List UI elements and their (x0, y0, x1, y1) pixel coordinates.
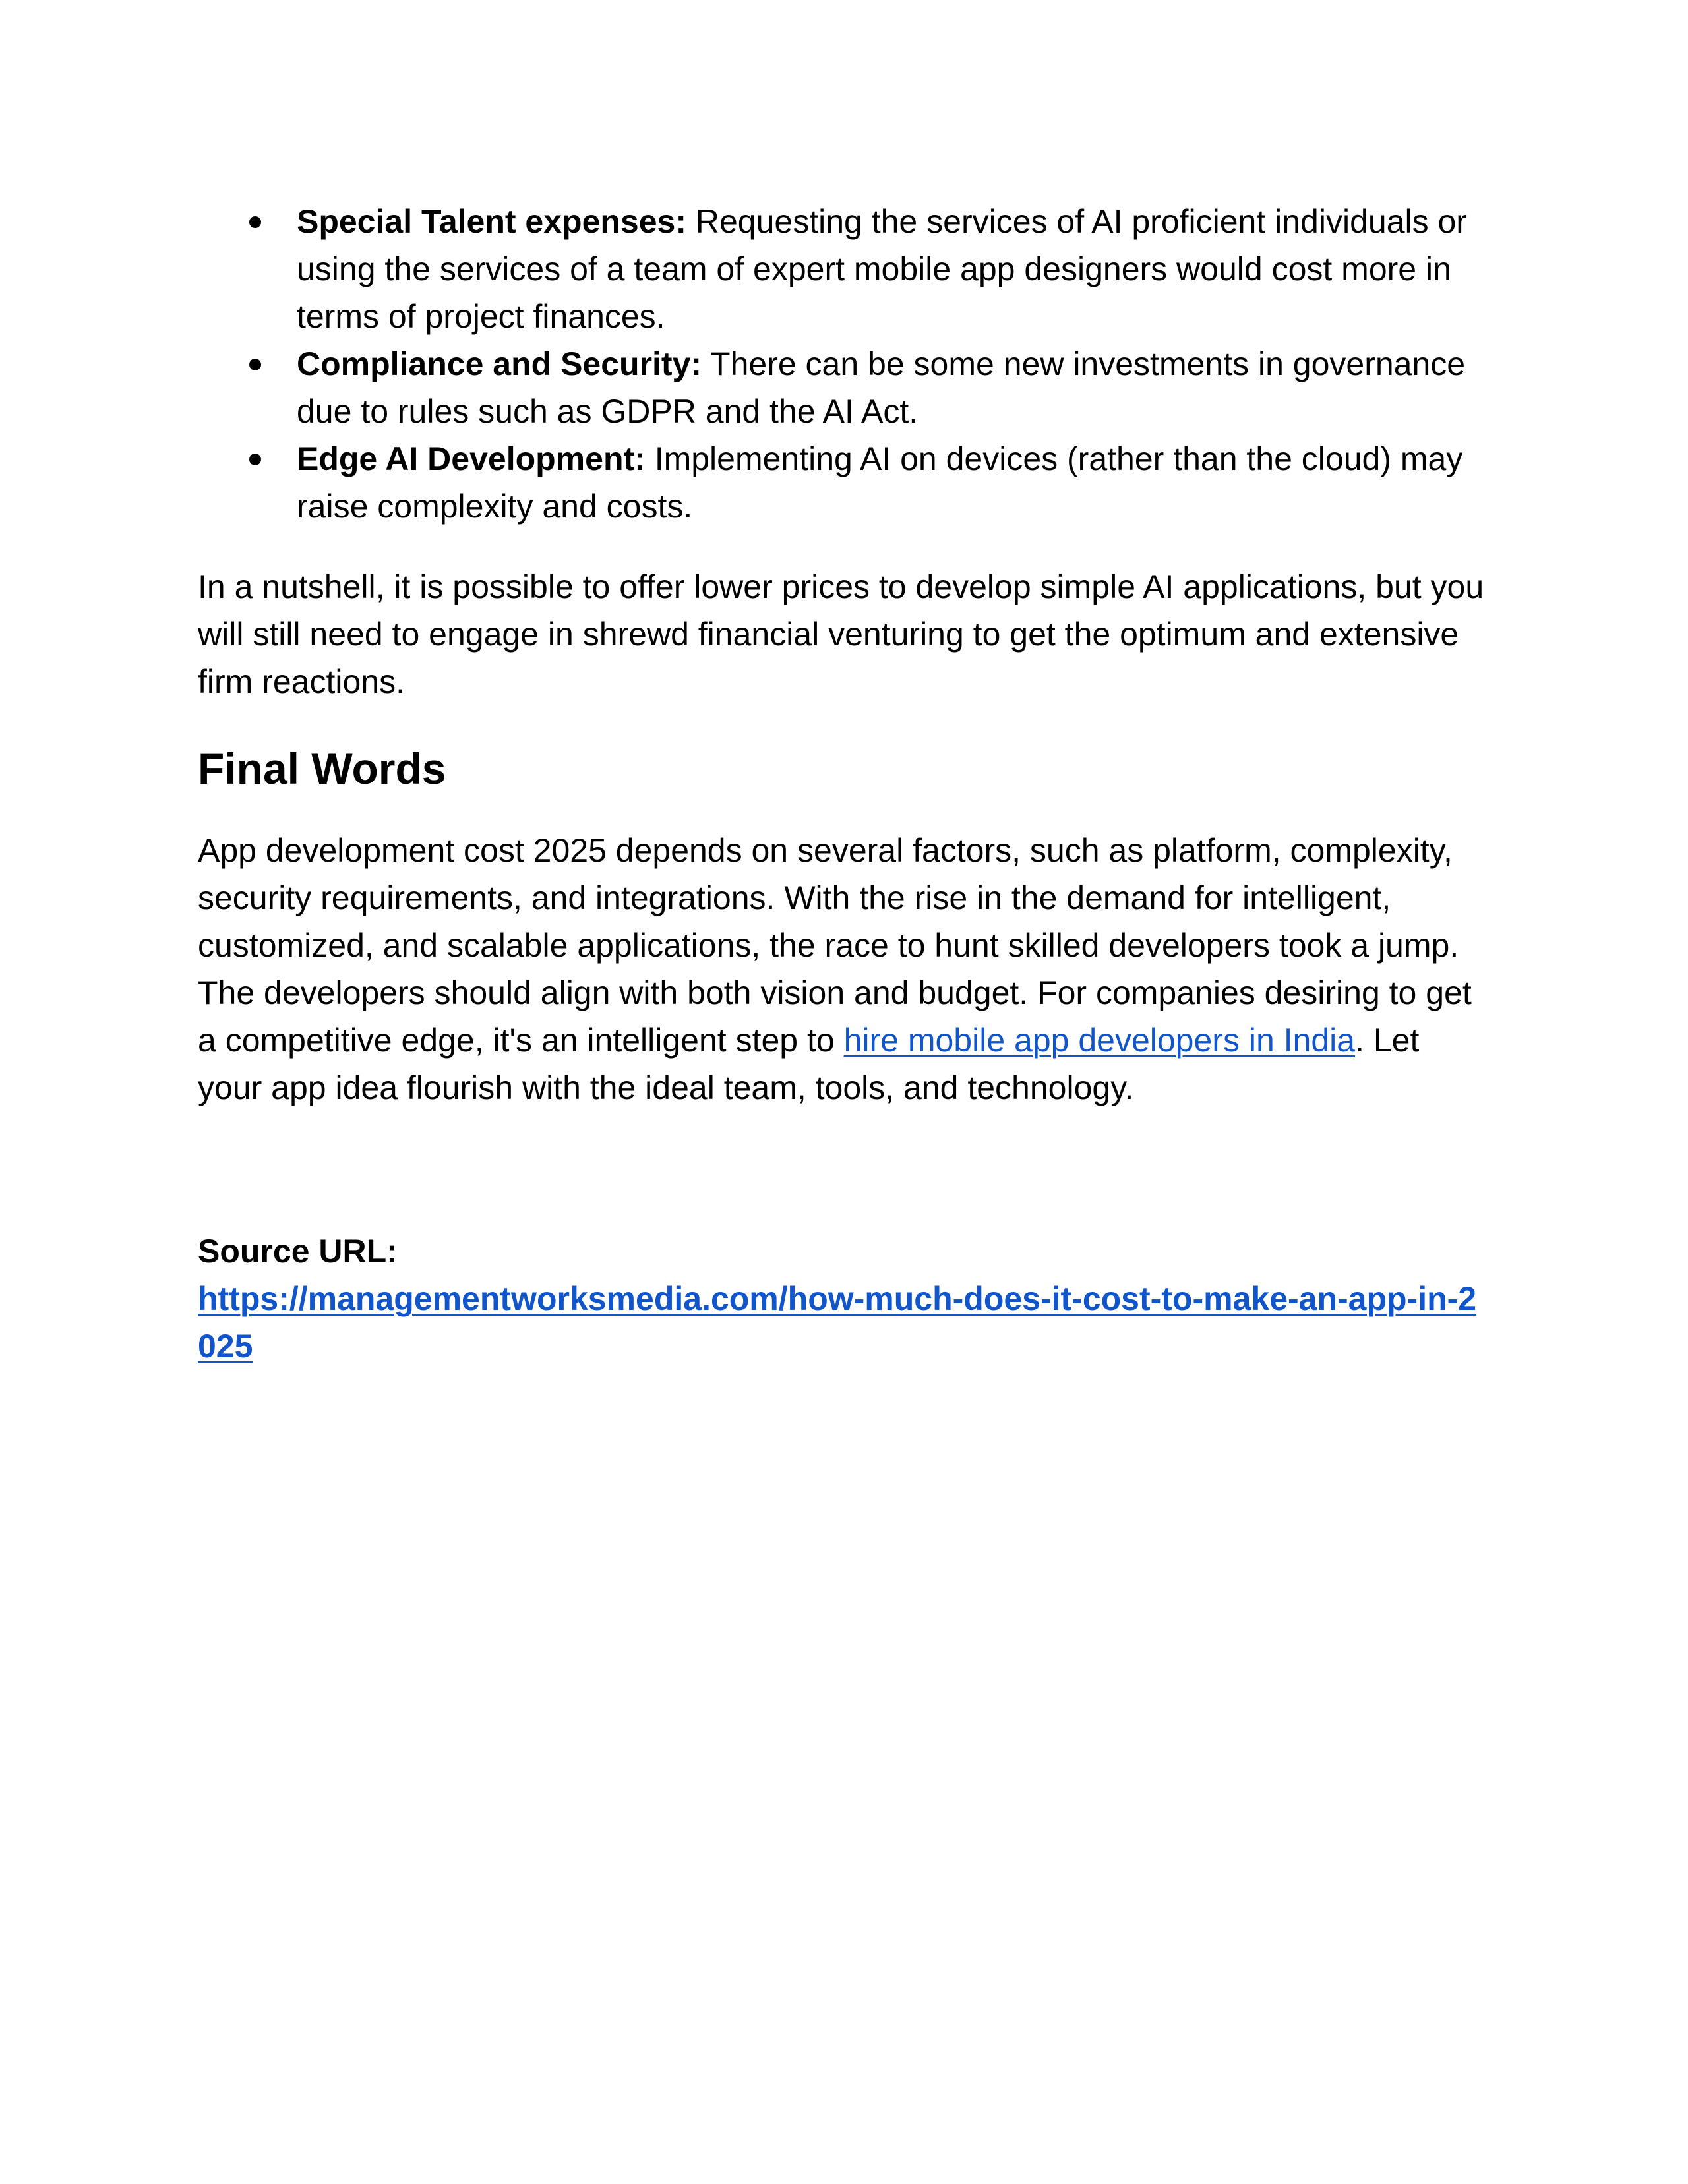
document-content (198, 198, 1490, 1370)
nutshell-paragraph: In a nutshell, it is possible to offer lower prices to develop simple AI applications, but you will still need to engage in shrewd financial venturing to get the optimum and extensive firm reactions. (198, 568, 1484, 700)
final-words-text-before: App development cost 2025 depends on several factors, such as platform, complexity, security requirements, and integrations. With the rise in the demand for intelligent, customized, and scalable applications, the race to hunt skilled developers took a jump. The developers should align with both vision and budget. For companies desiring to get a competitive edge, it's an intelligent step to (198, 832, 1472, 1059)
bullet-icon (249, 216, 261, 228)
final-words-paragraph (198, 827, 1490, 1111)
final-words-heading: Final Words (198, 744, 446, 793)
list-item-text: There can be some new investments in governance due to rules such as GDPR and the AI Act. (297, 345, 1466, 430)
list-item (297, 198, 1490, 340)
source-url-link[interactable]: https://managementworksmedia.com/how-much-does-it-cost-to-make-an-app-in-2025 (198, 1280, 1477, 1365)
source-url-container (198, 1275, 1490, 1370)
list-item (297, 435, 1490, 530)
list-item (297, 340, 1490, 435)
source-label: Source URL: (198, 1233, 398, 1270)
list-item-term: Edge AI Development: (297, 440, 646, 477)
final-words-text-after: . Let your app idea flourish with the ideal team, tools, and technology. (198, 1022, 1420, 1106)
bullet-icon (249, 359, 261, 370)
list-item-term: Special Talent expenses: (297, 203, 686, 240)
hire-developers-link[interactable]: hire mobile app developers in India (843, 1022, 1356, 1059)
list-item-text: Requesting the services of AI proficient individuals or using the services of a team of expert mobile app designers would cost more in terms of project finances. (297, 203, 1467, 335)
list-item-term: Compliance and Security: (297, 345, 702, 382)
bullet-icon (249, 454, 261, 465)
cost-factor-list (198, 198, 1490, 530)
list-item-text: Implementing AI on devices (rather than the cloud) may raise complexity and costs. (297, 440, 1463, 525)
